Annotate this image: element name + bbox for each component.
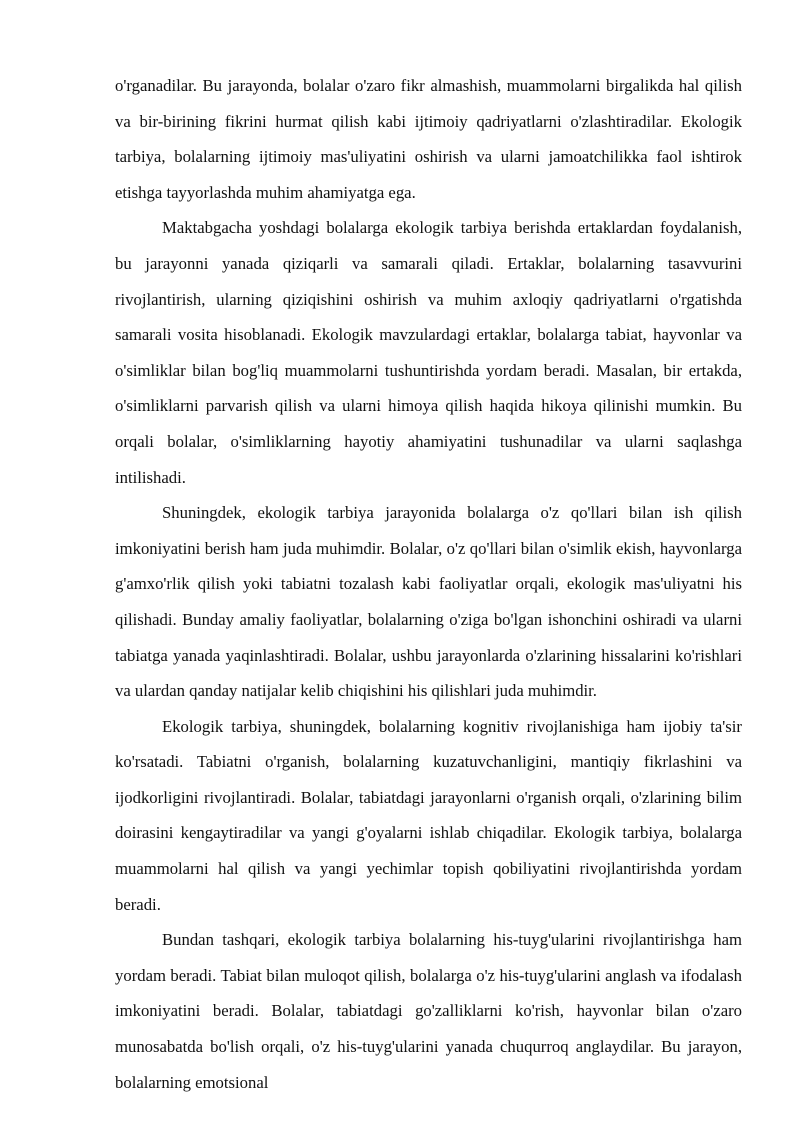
paragraph-emotional-development: Bundan tashqari, ekologik tarbiya bolalarning his-tuyg'ularini rivojlantirishga ham yordam beradi. Tabiat bilan muloqot qilish, bolalarga o'z his-tuyg'ularini anglash va ifodalash imkoniyatini beradi. Bolalar, tabiatdagi go'zalliklarni ko'rish, hayvonlar bilan o'zaro munosabatda bo'lish orqali, o'z his-tuyg'ularini yanada chuqurroq anglaydilar. Bu jarayon, bolalarning emotsional [115, 930, 742, 1092]
paragraph-hands-on-activities: Shuningdek, ekologik tarbiya jarayonida bolalarga o'z qo'llari bilan ish qilish imkoniyatini berish ham juda muhimdir. Bolalar, o'z qo'llari bilan o'simlik ekish, hayvonlarga g'amxo'rlik qilish yoki tabiatni tozalash kabi faoliyatlar orqali, ekologik mas'uliyatni his qilishadi. Bunday amaliy faoliyatlar, bolalarning o'ziga bo'lgan ishonchini oshiradi va ularni tabiatga yanada yaqinlashtiradi. Bolalar, ushbu jarayonlarda o'zlarining hissalarini ko'rishlari va ulardan qanday natijalar kelib chiqishini his qilishlari juda muhimdir. [115, 503, 742, 701]
paragraph-continuation: o'rganadilar. Bu jarayonda, bolalar o'zaro fikr almashish, muammolarni birgalikda hal qilish va bir-birining fikrini hurmat qilish kabi ijtimoiy qadriyatlarni o'zlashtiradilar. Ekologik tarbiya, bolalarning ijtimoiy mas'uliyatini oshirish va ularni jamoatchilikka faol ishtirok etishga tayyorlashda muhim ahamiyatga ega. [115, 76, 742, 202]
paragraph-fairy-tales: Maktabgacha yoshdagi bolalarga ekologik tarbiya berishda ertaklardan foydalanish, bu jarayonni yanada qiziqarli va samarali qiladi. Ertaklar, bolalarning tasavvurini rivojlantirish, ularning qiziqishini oshirish va muhim axloqiy qadriyatlarni o'rgatishda samarali vosita hisoblanadi. Ekologik mavzulardagi ertaklar, bolalarga tabiat, hayvonlar va o'simliklar bilan bog'liq muammolarni tushuntirishda yordam beradi. Masalan, bir ertakda, o'simliklarni parvarish qilish va ularni himoya qilish haqida hikoya qilinishi mumkin. Bu orqali bolalar, o'simliklarning hayotiy ahamiyatini tushunadilar va ularni saqlashga intilishadi. [115, 218, 742, 487]
document-page [115, 68, 742, 1100]
paragraph-cognitive-development: Ekologik tarbiya, shuningdek, bolalarning kognitiv rivojlanishiga ham ijobiy ta'sir ko'rsatadi. Tabiatni o'rganish, bolalarning kuzatuvchanligini, mantiqiy fikrlashini va ijodkorligini rivojlantiradi. Bolalar, tabiatdagi jarayonlarni o'rganish orqali, o'zlarining bilim doirasini kengaytiradilar va yangi g'oyalarni ishlab chiqadilar. Ekologik tarbiya, bolalarga muammolarni hal qilish va yangi yechimlar topish qobiliyatini rivojlantirishda yordam beradi. [115, 716, 742, 914]
